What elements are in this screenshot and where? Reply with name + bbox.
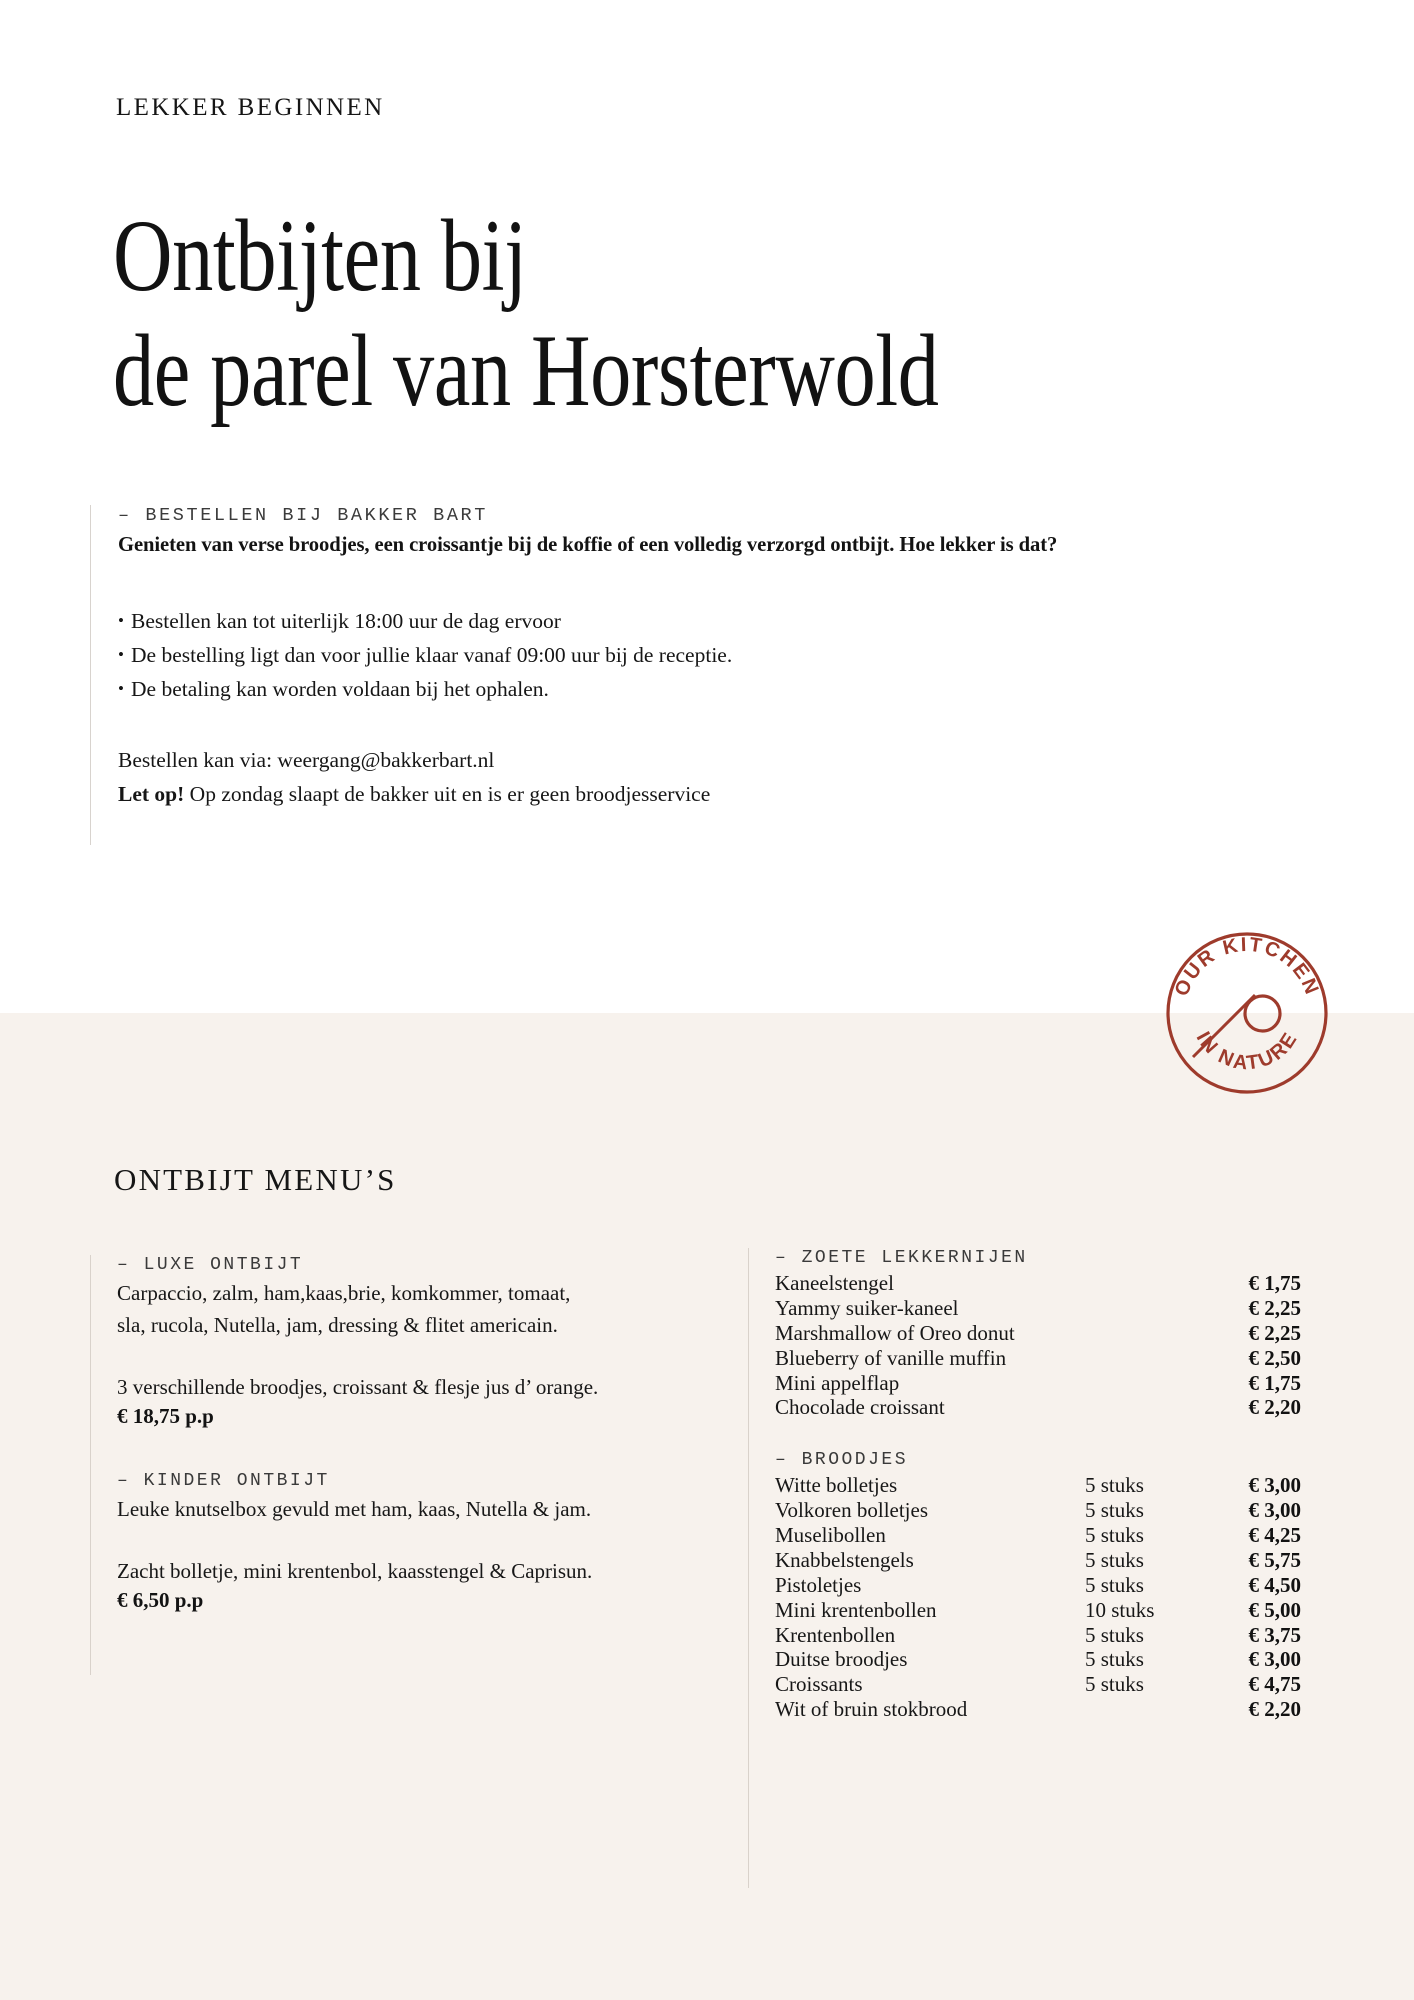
- table-row: [775, 1498, 1323, 1523]
- kinder-description-line-1: Leuke knutselbox gevuld met ham, kaas, Nutella & jam.: [117, 1496, 592, 1521]
- list-item-text: De betaling kan worden voldaan bij het ophalen.: [131, 676, 549, 701]
- ordering-contact: [118, 743, 1320, 812]
- menu-section-kinder-ontbijt: [117, 1471, 690, 1613]
- bullet-dot-icon: •: [118, 644, 124, 664]
- item-name: Kaneelstengel: [775, 1271, 894, 1295]
- luxe-price: € 18,75 p.p: [117, 1403, 214, 1428]
- table-row: [775, 1371, 1323, 1396]
- table-row: [775, 1473, 1323, 1498]
- eyebrow-label: LEKKER BEGINNEN: [116, 94, 385, 121]
- item-price: € 3,00: [1248, 1473, 1301, 1498]
- menus-heading: ONTBIJT MENU’S: [114, 1162, 397, 1197]
- list-item: [118, 605, 1320, 639]
- item-price: € 2,50: [1248, 1345, 1301, 1370]
- item-quantity: 5 stuks: [1085, 1622, 1144, 1647]
- item-price: € 1,75: [1248, 1271, 1301, 1295]
- table-row: [775, 1346, 1323, 1371]
- item-price: € 2,20: [1248, 1697, 1301, 1722]
- item-quantity: 5 stuks: [1085, 1572, 1144, 1597]
- table-row: [775, 1697, 1323, 1722]
- item-price: € 4,25: [1248, 1523, 1301, 1547]
- item-name: Marshmallow of Oreo donut: [775, 1320, 1015, 1345]
- table-row: [775, 1647, 1323, 1672]
- table-row: [775, 1395, 1323, 1420]
- svg-text:IN NATURE: IN NATURE: [1191, 1027, 1303, 1075]
- section-kicker-broodjes: – BROODJES: [775, 1450, 909, 1471]
- kinder-price: € 6,50 p.p: [117, 1587, 204, 1612]
- item-name: Witte bolletjes: [775, 1473, 898, 1498]
- table-row: [775, 1598, 1323, 1623]
- table-row: [775, 1548, 1323, 1573]
- table-row: [775, 1672, 1323, 1697]
- table-row: [775, 1623, 1323, 1648]
- item-quantity: 5 stuks: [1085, 1473, 1144, 1498]
- table-row: [775, 1271, 1323, 1296]
- item-name: Pistoletjes: [775, 1572, 862, 1597]
- kinder-contents-line: Zacht bolletje, mini krentenbol, kaasstengel & Caprisun.: [117, 1558, 593, 1583]
- menu-column-right: [748, 1248, 1323, 1888]
- spacer: [117, 1526, 690, 1556]
- spacer: [117, 1429, 690, 1471]
- page-title-line-2: de parel van Horsterwold: [113, 314, 939, 429]
- item-price: € 5,00: [1248, 1597, 1301, 1622]
- item-name: Mini appelflap: [775, 1370, 900, 1395]
- item-name: Mini krentenbollen: [775, 1597, 937, 1622]
- ordering-kicker: – BESTELLEN BIJ BAKKER BART: [118, 505, 488, 526]
- section-kicker-zoete: – ZOETE LEKKERNIJEN: [775, 1248, 1028, 1268]
- item-quantity: 5 stuks: [1085, 1523, 1144, 1547]
- ordering-bullet-list: [118, 605, 1320, 707]
- item-quantity: 5 stuks: [1085, 1672, 1144, 1697]
- luxe-contents: [117, 1372, 690, 1404]
- luxe-description-line-1: Carpaccio, zalm, ham,kaas,brie, komkommer, tomaat,: [117, 1281, 571, 1305]
- ordering-info-block: [90, 505, 1320, 845]
- order-email-line: Bestellen kan via: weergang@bakkerbart.nl: [118, 747, 495, 772]
- item-name: Duitse broodjes: [775, 1647, 908, 1672]
- bullet-dot-icon: •: [118, 678, 124, 698]
- item-price: € 4,50: [1248, 1572, 1301, 1597]
- list-item: [118, 639, 1320, 673]
- item-price: € 3,00: [1248, 1647, 1301, 1672]
- item-name: Krentenbollen: [775, 1622, 896, 1647]
- kinder-description: [117, 1494, 690, 1526]
- item-name: Knabbelstengels: [775, 1547, 914, 1572]
- item-quantity: 10 stuks: [1085, 1597, 1155, 1622]
- item-name: Muselibollen: [775, 1523, 886, 1547]
- item-price: € 5,75: [1248, 1547, 1301, 1572]
- item-quantity: 5 stuks: [1085, 1647, 1144, 1672]
- order-note-line: [118, 777, 1320, 811]
- luxe-description: [117, 1278, 690, 1342]
- item-quantity: 5 stuks: [1085, 1498, 1144, 1523]
- item-name: Chocolade croissant: [775, 1395, 945, 1420]
- menu-section-zoete-lekkernijen: [775, 1248, 1323, 1420]
- section-kicker-kinder: – KINDER ONTBIJT: [117, 1470, 330, 1491]
- zoete-price-list: [775, 1271, 1323, 1420]
- luxe-contents-line: 3 verschillende broodjes, croissant & flesje jus d’ orange.: [117, 1374, 599, 1399]
- order-note-rest: Op zondag slaapt de bakker uit en is er geen broodjesservice: [184, 782, 711, 807]
- spacer: [117, 1342, 690, 1372]
- item-price: € 2,25: [1248, 1320, 1301, 1345]
- our-kitchen-in-nature-stamp-icon: [1163, 929, 1331, 1097]
- list-item-text: Bestellen kan tot uiterlijk 18:00 uur de dag ervoor: [131, 609, 561, 633]
- menu-section-luxe-ontbijt: [117, 1255, 690, 1429]
- item-name: Volkoren bolletjes: [775, 1498, 929, 1523]
- item-price: € 2,20: [1248, 1395, 1301, 1420]
- item-price: € 2,25: [1248, 1295, 1301, 1320]
- item-price: € 3,00: [1248, 1498, 1301, 1523]
- item-price: € 3,75: [1248, 1622, 1301, 1647]
- section-kicker-luxe: – LUXE ONTBIJT: [117, 1255, 304, 1275]
- table-row: [775, 1523, 1323, 1548]
- item-name: Wit of bruin stokbrood: [775, 1697, 968, 1722]
- table-row: [775, 1573, 1323, 1598]
- table-row: [775, 1321, 1323, 1346]
- item-name: Yammy suiker-kaneel: [775, 1295, 959, 1320]
- item-name: Croissants: [775, 1672, 863, 1697]
- ordering-intro: Genieten van verse broodjes, een croissantje bij de koffie of een volledig verzorgd ontbijt. Hoe lekker is dat?: [118, 532, 1058, 556]
- page-title-line-1: Ontbijten bij: [113, 199, 527, 313]
- spacer: [775, 1420, 1323, 1450]
- list-item-text: De bestelling ligt dan voor jullie klaar vanaf 09:00 uur bij de receptie.: [131, 642, 733, 667]
- list-item: [118, 673, 1320, 707]
- luxe-description-line-2: sla, rucola, Nutella, jam, dressing & flitet americain.: [117, 1312, 558, 1337]
- page-title: [113, 199, 1073, 430]
- item-price: € 4,75: [1248, 1672, 1301, 1697]
- item-quantity: 5 stuks: [1085, 1547, 1144, 1572]
- broodjes-price-list: [775, 1473, 1323, 1722]
- menu-column-left: [90, 1255, 690, 1675]
- item-name: Blueberry of vanille muffin: [775, 1345, 1007, 1370]
- item-price: € 1,75: [1248, 1370, 1301, 1395]
- svg-text:OUR KITCHEN: OUR KITCHEN: [1170, 933, 1324, 1000]
- bullet-dot-icon: •: [118, 611, 124, 630]
- kinder-contents: [117, 1556, 690, 1588]
- table-row: [775, 1296, 1323, 1321]
- menu-section-broodjes: [775, 1450, 1323, 1722]
- order-note-strong: Let op!: [118, 782, 185, 807]
